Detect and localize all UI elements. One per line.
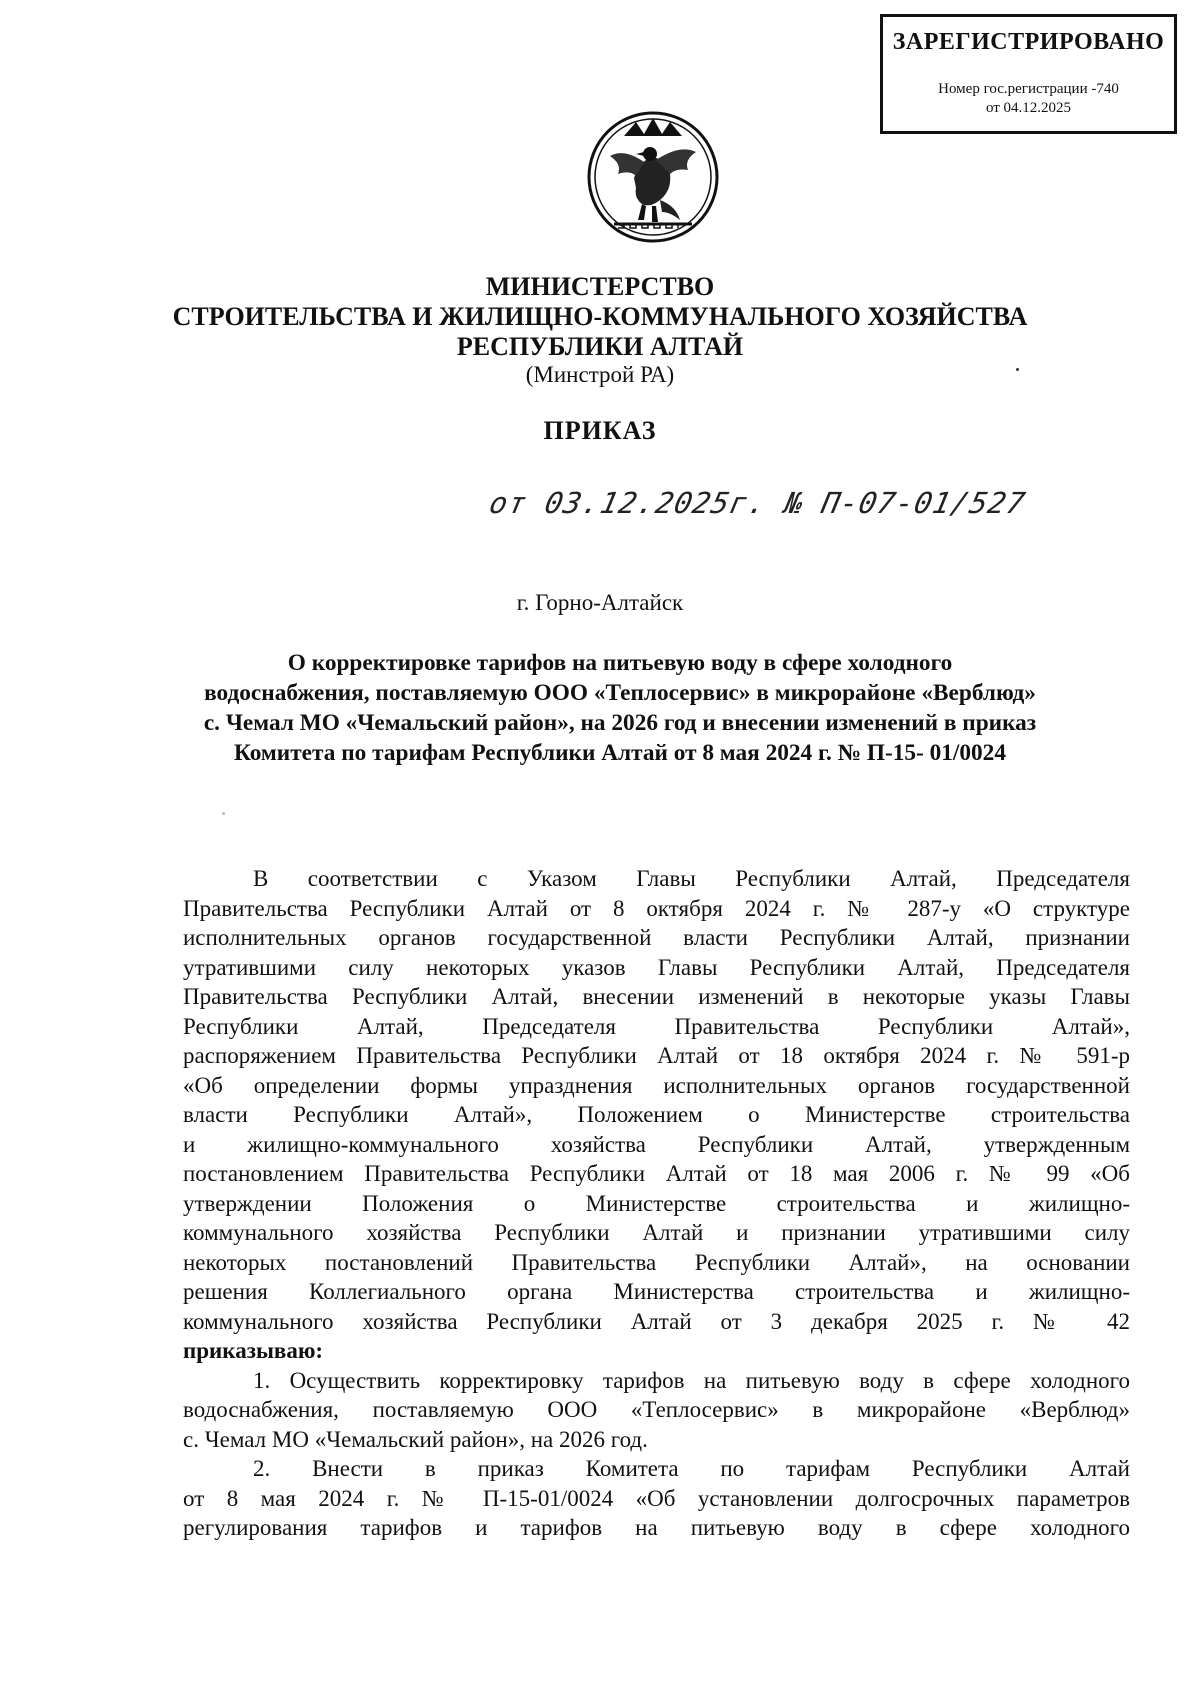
body-line: регулирования тарифов и тарифов на питьевую воду в сфере холодного	[183, 1515, 1130, 1540]
stamp-title: ЗАРЕГИСТРИРОВАНО	[892, 29, 1165, 55]
body-line: «Об определении формы упразднения исполнительных органов государственной	[183, 1072, 1130, 1098]
stamp-reg-date: от 04.12.2025	[985, 100, 1072, 116]
ministry-line: СТРОИТЕЛЬСТВА И ЖИЛИЩНО-КОММУНАЛЬНОГО ХОЗЯЙСТВА	[172, 302, 1028, 331]
document-type: ПРИКАЗ	[543, 416, 657, 445]
scan-speck	[222, 812, 225, 815]
stamp-reg-number: Номер гос.регистрации -740	[938, 81, 1119, 97]
body-line: коммунального хозяйства Республики Алтай и признании утратившими силу	[183, 1220, 1130, 1245]
body-line: от 8 мая 2024 г. № П-15-01/0024 «Об установлении долгосрочных параметров	[183, 1485, 1130, 1511]
order-subject	[150, 648, 1090, 768]
coat-of-arms-icon	[584, 108, 722, 246]
scan-speck	[1016, 368, 1019, 371]
ministry-line: МИНИСТЕРСТВО	[485, 272, 715, 301]
body-line: 2. Внести в приказ Комитета по тарифам Республики Алтай	[253, 1456, 1130, 1481]
body-line: и жилищно-коммунального хозяйства Республики Алтай, утвержденным	[183, 1131, 1130, 1157]
registration-stamp	[880, 14, 1177, 134]
ministry-short-name: (Минстрой РА)	[525, 362, 675, 387]
subject-line: с. Чемал МО «Чемальский район», на 2026 год и внесении изменений в приказ	[203, 710, 1037, 736]
subject-line: Комитета по тарифам Республики Алтай от 8 мая 2024 г. № П-15- 01/0024	[234, 740, 1006, 766]
body-line: решения Коллегиального органа Министерства строительства и жилищно-	[183, 1279, 1130, 1304]
handwritten-date-number: от 03.12.2025г. № П-07-01/527	[486, 486, 1029, 520]
body-line-ordering-word: приказываю:	[183, 1338, 324, 1363]
body-line: постановлением Правительства Республики Алтай от 18 мая 2006 г. № 99 «Об	[183, 1161, 1130, 1186]
body-line: исполнительных органов государственной власти Республики Алтай, признании	[183, 925, 1130, 950]
body-line: с. Чемал МО «Чемальский район», на 2026 год.	[183, 1426, 648, 1452]
body-line: некоторых постановлений Правительства Республики Алтай», на основании	[183, 1249, 1130, 1275]
ministry-line: РЕСПУБЛИКИ АЛТАЙ	[456, 332, 744, 361]
body-line: утратившими силу некоторых указов Главы Республики Алтай, Председателя	[183, 954, 1130, 980]
body-line: Республики Алтай, Председателя Правительства Республики Алтай»,	[183, 1013, 1130, 1039]
body-line: коммунального хозяйства Республики Алтай от 3 декабря 2025 г. № 42	[183, 1308, 1130, 1334]
city: г. Горно-Алтайск	[516, 590, 684, 615]
body-line: 1. Осуществить корректировку тарифов на питьевую воду в сфере холодного	[253, 1367, 1130, 1393]
body-line: распоряжением Правительства Республики Алтай от 18 октября 2024 г. № 591-р	[183, 1043, 1130, 1068]
ministry-name	[100, 272, 1100, 362]
body-line: В соответствии с Указом Главы Республики Алтай, Председателя	[253, 866, 1130, 891]
body-line: Правительства Республики Алтай от 8 октября 2024 г. № 287-у «О структуре	[183, 895, 1130, 921]
body-line: Правительства Республики Алтай, внесении изменений в некоторые указы Главы	[183, 984, 1130, 1009]
order-body	[183, 864, 1130, 1543]
subject-line: О корректировке тарифов на питьевую воду в сфере холодного	[287, 650, 953, 676]
subject-line: водоснабжения, поставляемую ООО «Теплосервис» в микрорайоне «Верблюд»	[204, 680, 1036, 706]
body-line: утверждении Положения о Министерстве строительства и жилищно-	[183, 1190, 1130, 1216]
body-line: водоснабжения, поставляемую ООО «Теплосервис» в микрорайоне «Верблюд»	[183, 1397, 1130, 1422]
body-line: власти Республики Алтай», Положением о Министерстве строительства	[183, 1102, 1130, 1127]
